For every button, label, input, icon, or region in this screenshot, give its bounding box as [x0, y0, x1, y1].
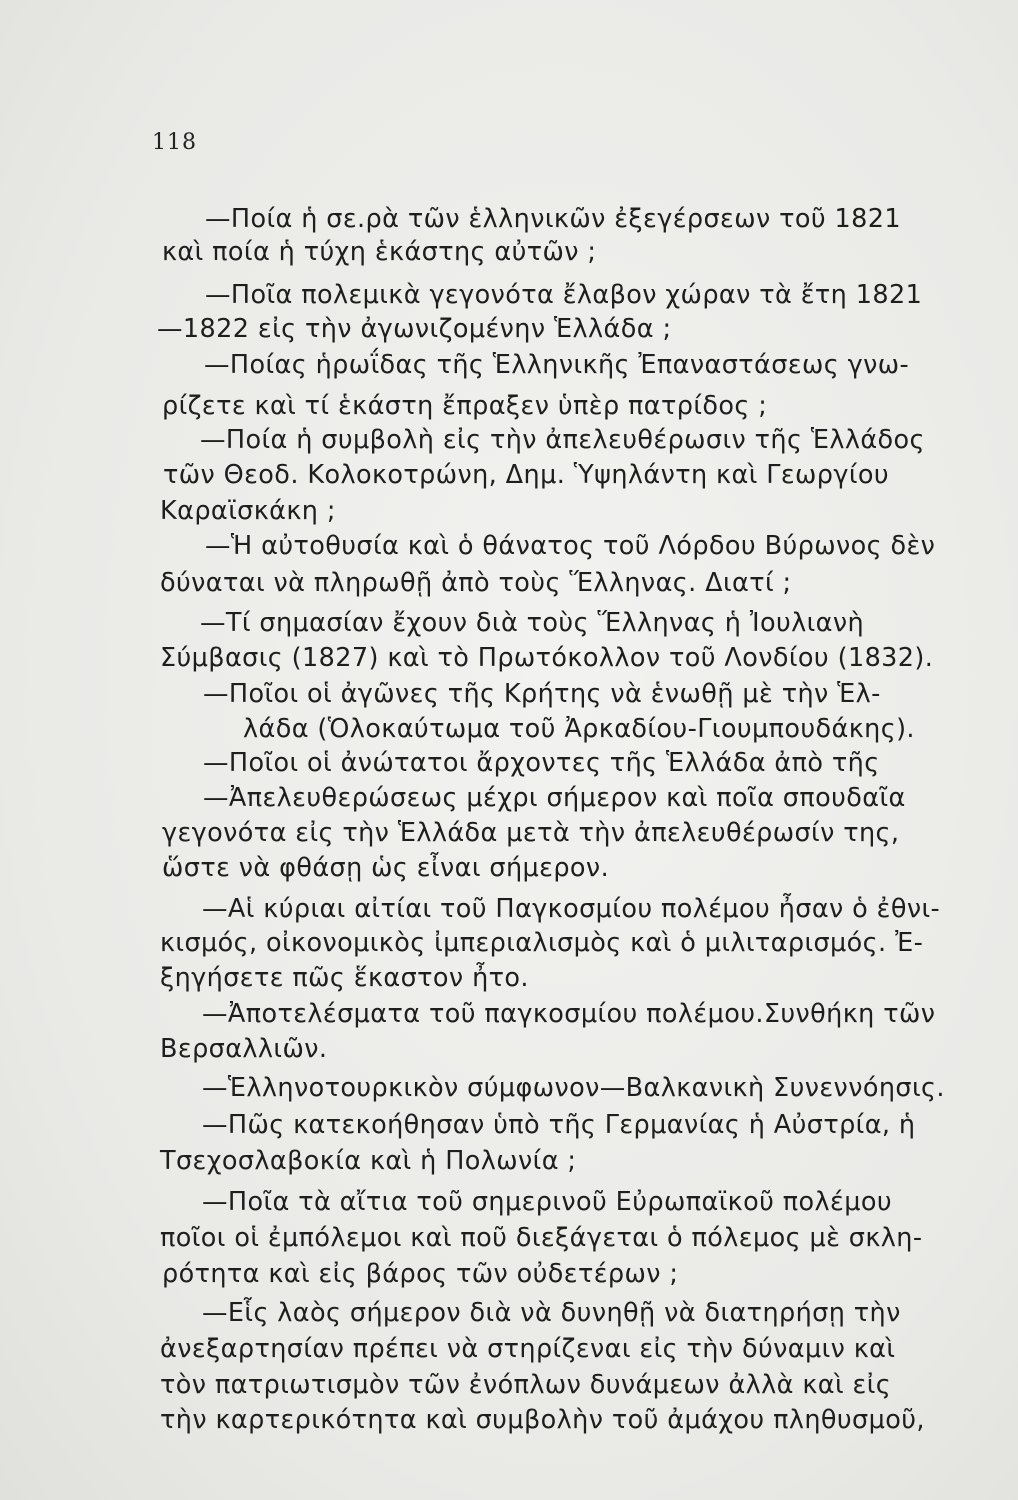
page-number: 118 [152, 130, 197, 155]
text-line: —Ποῖοι οἱ ἀγῶνες τῆς Κρήτης νὰ ἑνωθῇ μὲ τὴν Ἑλ- [203, 679, 881, 709]
text-line: —Ἡ αὐτοθυσία καὶ ὁ θάνατος τοῦ Λόρδου Βύρωνος δὲν [205, 531, 936, 561]
text-line: —Ποίας ἡρωΐδας τῆς Ἑλληνικῆς Ἐπαναστάσεως γνω- [204, 350, 910, 380]
text-line: ὥστε νὰ φθάσῃ ὡς εἶναι σήμερον. [162, 853, 610, 883]
text-line: —Τί σημασίαν ἔχουν διὰ τοὺς Ἕλληνας ἡ Ἰουλιανὴ [200, 608, 865, 638]
text-line: ἀνεξαρτησίαν πρέπει νὰ στηρίζεναι εἰς τὴν δύναμιν καὶ [160, 1334, 896, 1364]
text-line: κισμός, οἰκονομικὸς ἰμπεριαλισμὸς καὶ ὁ μιλιταρισμός. Ἐ- [160, 928, 924, 958]
text-line: καὶ ποία ἡ τύχη ἑκάστης αὐτῶν ; [162, 237, 597, 267]
text-line: δύναται νὰ πληρωθῇ ἀπὸ τοὺς Ἕλληνας. Διατί ; [160, 568, 792, 598]
text-line: —Ἀπελευθερώσεως μέχρι σήμερον καὶ ποῖα σπουδαῖα [203, 783, 906, 813]
text-line: ρότητα καὶ εἰς βάρος τῶν οὐδετέρων ; [162, 1259, 679, 1289]
text-line: γεγονότα εἰς τὴν Ἑλλάδα μετὰ τὴν ἀπελευθέρωσίν της, [162, 818, 900, 848]
text-line: Καραϊσκάκη ; [160, 496, 336, 526]
text-line: Βερσαλλιῶν. [160, 1034, 328, 1064]
text-line: λάδα (Ὁλοκαύτωμα τοῦ Ἀρκαδίου-Γιουμπουδάκης). [243, 714, 915, 744]
text-line: —Αἱ κύριαι αἰτίαι τοῦ Παγκοσμίου πολέμου ἦσαν ὁ ἐθνι- [202, 894, 941, 924]
text-line: —Εἷς λαὸς σήμερον διὰ νὰ δυνηθῇ νὰ διατηρήσῃ τὴν [202, 1298, 901, 1328]
text-line: ξηγήσετε πῶς ἕκαστον ἦτο. [160, 963, 529, 993]
text-line: —Ποία ἡ συμβολὴ εἰς τὴν ἀπελευθέρωσιν τῆς Ἑλλάδος [200, 425, 925, 455]
text-line: —Πῶς κατεκοήθησαν ὑπὸ τῆς Γερμανίας ἡ Αὐστρία, ἡ [202, 1110, 916, 1140]
text-line: ποῖοι οἱ ἐμπόλεμοι καὶ ποῦ διεξάγεται ὁ πόλεμος μὲ σκλη- [160, 1223, 923, 1253]
text-line: —Ἑλληνοτουρκικὸν σύμφωνον—Βαλκανικὴ Συνεννόησις. [202, 1073, 945, 1103]
text-line: —Ποία ἡ σε.ρὰ τῶν ἑλληνικῶν ἐξεγέρσεων τοῦ 1821 [205, 204, 902, 234]
text-line: τῶν Θεοδ. Κολοκοτρώνη, Δημ. Ὑψηλάντη καὶ Γεωργίου [163, 460, 890, 490]
text-line: Σύμβασις (1827) καὶ τὸ Πρωτόκολλον τοῦ Λονδίου (1832). [160, 643, 934, 673]
text-line: Τσεχοσλαβοκία καὶ ἡ Πολωνία ; [160, 1146, 577, 1176]
text-line: —Ποῖα πολεμικὰ γεγονότα ἔλαβον χώραν τὰ ἔτη 1821 [205, 280, 923, 310]
text-line: —Ποῖοι οἱ ἀνώτατοι ἄρχοντες τῆς Ἑλλάδα ἀπὸ τῆς [203, 748, 880, 778]
text-line: —Ἀποτελέσματα τοῦ παγκοσμίου πολέμου.Συνθήκη τῶν [202, 999, 936, 1029]
text-line: ρίζετε καὶ τί ἑκάστη ἔπραξεν ὑπὲρ πατρίδος ; [162, 391, 768, 421]
text-line: τὴν καρτερικότητα καὶ συμβολὴν τοῦ ἀμάχου πληθυσμοῦ, [160, 1405, 925, 1435]
text-line: τὸν πατριωτισμὸν τῶν ἐνόπλων δυνάμεων ἀλλὰ καὶ εἰς [160, 1370, 892, 1400]
text-line: —1822 εἰς τὴν ἀγωνιζομένην Ἑλλάδα ; [157, 314, 672, 344]
text-line: —Ποῖα τὰ αἴτια τοῦ σημερινοῦ Εὐρωπαϊκοῦ πολέμου [202, 1187, 892, 1217]
